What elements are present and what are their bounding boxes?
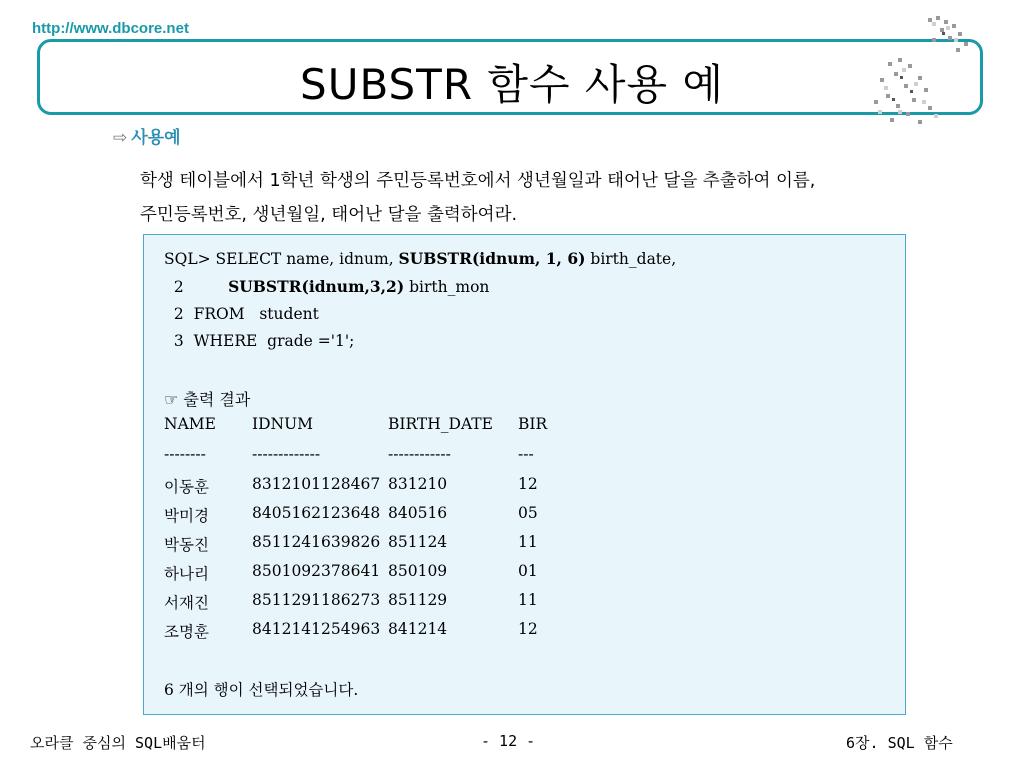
table-cell: 12 — [518, 620, 538, 638]
table-cell: 8405162123648 — [252, 504, 381, 522]
separator: ------------- — [252, 445, 321, 463]
code-line-3: 2 FROM student — [164, 305, 319, 323]
column-header: NAME — [164, 415, 216, 433]
table-cell: 841214 — [388, 620, 448, 638]
table-cell: 8511241639826 — [252, 533, 381, 551]
table-cell: 840516 — [388, 504, 448, 522]
result-summary: 6 개의 행이 선택되었습니다. — [164, 681, 359, 699]
table-cell: 8501092378641 — [252, 562, 381, 580]
page-title: SUBSTR 함수 사용 예 — [300, 60, 724, 109]
table-cell: 831210 — [388, 475, 448, 493]
code-box — [143, 234, 906, 715]
table-cell: 11 — [518, 591, 538, 609]
column-header: BIR — [518, 415, 548, 433]
code-line-1 — [164, 249, 676, 268]
table-cell: 하나리 — [164, 565, 209, 583]
decorative-pixel-icon — [828, 14, 988, 132]
site-url: http://www.dbcore.net — [32, 20, 189, 37]
table-cell: 8312101128467 — [252, 475, 381, 493]
code-text-bold: SUBSTR(idnum, 1, 6) — [398, 249, 586, 268]
separator: --- — [518, 445, 534, 463]
section-heading-label: 사용예 — [131, 128, 181, 148]
table-cell: 12 — [518, 475, 538, 493]
table-cell: 이동훈 — [164, 478, 209, 496]
code-text: 2 — [164, 278, 229, 296]
description-line: 학생 테이블에서 1학년 학생의 주민등록번호에서 생년월일과 태어난 달을 추출하여 이름, — [140, 171, 816, 191]
footer-left: 오라클 중심의 SQL배움터 — [30, 734, 206, 752]
table-cell: 851129 — [388, 591, 448, 609]
result-heading: ☞ 출력 결과 — [164, 390, 251, 409]
table-cell: 조명훈 — [164, 623, 209, 641]
code-line-2 — [164, 277, 489, 296]
code-text-bold: SUBSTR(idnum,3,2) — [228, 277, 405, 296]
table-cell: 서재진 — [164, 594, 209, 612]
code-text: birth_date, — [585, 250, 677, 268]
table-cell: 851124 — [388, 533, 448, 551]
table-cell: 05 — [518, 504, 538, 522]
code-line-4: 3 WHERE grade ='1'; — [164, 332, 355, 350]
separator: -------- — [164, 445, 206, 463]
table-cell: 박동진 — [164, 536, 209, 554]
table-cell: 850109 — [388, 562, 448, 580]
footer-right: 6장. SQL 함수 — [846, 734, 953, 752]
table-cell: 박미경 — [164, 507, 209, 525]
code-text: birth_mon — [404, 278, 490, 296]
code-text: SQL> SELECT name, idnum, — [164, 250, 399, 268]
hand-pointer-icon: ⇨ — [113, 128, 128, 148]
section-heading — [113, 123, 181, 148]
table-cell: 8412141254963 — [252, 620, 381, 638]
page-number: - 12 - — [481, 732, 536, 750]
table-cell: 8511291186273 — [252, 591, 381, 609]
description-line: 주민등록번호, 생년월일, 태어난 달을 출력하여라. — [140, 205, 518, 225]
column-header: BIRTH_DATE — [388, 415, 493, 433]
description — [140, 164, 940, 232]
table-cell: 01 — [518, 562, 538, 580]
table-cell: 11 — [518, 533, 538, 551]
separator: ------------ — [388, 445, 451, 463]
column-header: IDNUM — [252, 415, 314, 433]
